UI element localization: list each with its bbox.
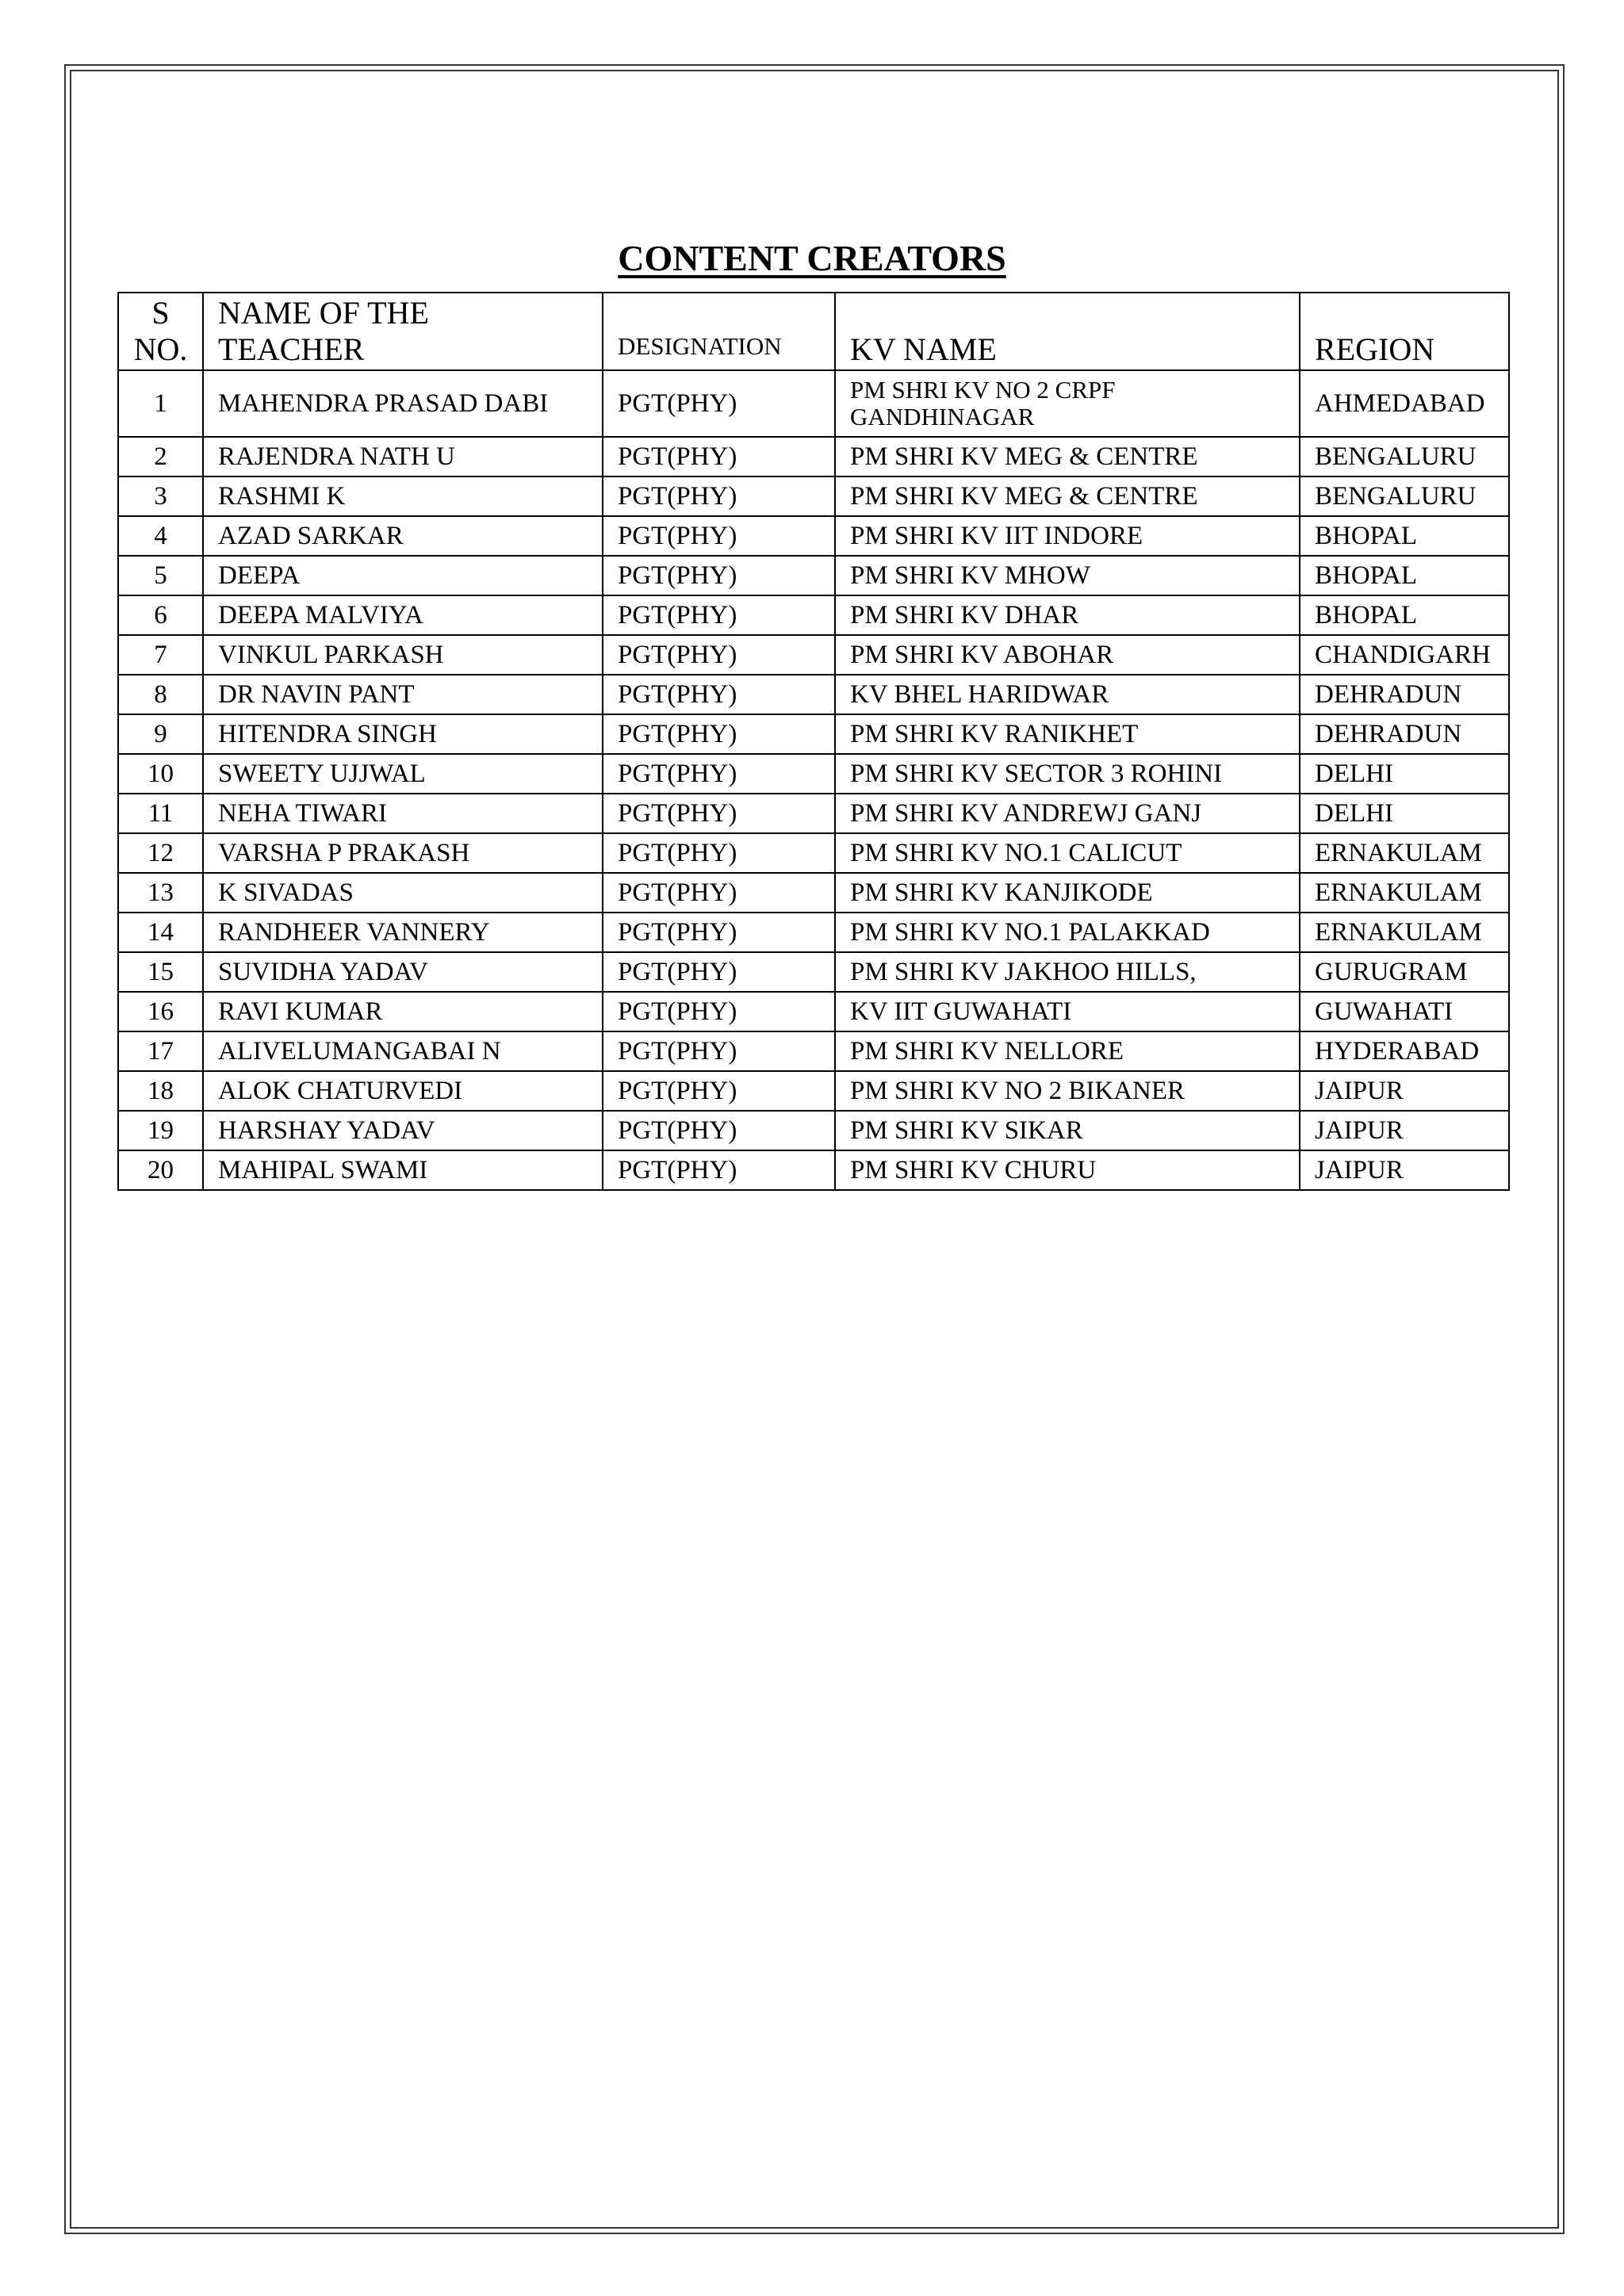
header-designation: DESIGNATION xyxy=(603,293,835,370)
cell-kv-name xyxy=(835,370,1300,437)
table-row xyxy=(118,635,1509,675)
cell-kv-name: PM SHRI KV NO.1 PALAKKAD xyxy=(835,913,1300,952)
cell-region: ERNAKULAM xyxy=(1300,913,1509,952)
cell-kv-name: PM SHRI KV MEG & CENTRE xyxy=(835,476,1300,516)
cell-kv-name: PM SHRI KV NO 2 BIKANER xyxy=(835,1071,1300,1111)
table-row xyxy=(118,754,1509,794)
header-sno xyxy=(118,293,203,370)
cell-kv-name: PM SHRI KV CHURU xyxy=(835,1150,1300,1190)
cell-name: ALOK CHATURVEDI xyxy=(203,1071,603,1111)
cell-region: ERNAKULAM xyxy=(1300,873,1509,913)
cell-kv-name: PM SHRI KV KANJIKODE xyxy=(835,873,1300,913)
cell-sno: 9 xyxy=(118,714,203,754)
cell-kv-name: PM SHRI KV ABOHAR xyxy=(835,635,1300,675)
cell-kv-name: KV IIT GUWAHATI xyxy=(835,992,1300,1031)
cell-sno: 12 xyxy=(118,833,203,873)
cell-kv-name-line2: GANDHINAGAR xyxy=(850,403,1035,430)
header-sno-line2: NO. xyxy=(133,331,188,367)
table-row xyxy=(118,1031,1509,1071)
cell-name: ALIVELUMANGABAI N xyxy=(203,1031,603,1071)
table-row xyxy=(118,1071,1509,1111)
cell-designation: PGT(PHY) xyxy=(603,794,835,833)
cell-name: HITENDRA SINGH xyxy=(203,714,603,754)
cell-designation: PGT(PHY) xyxy=(603,437,835,476)
cell-sno: 14 xyxy=(118,913,203,952)
cell-kv-name: PM SHRI KV IIT INDORE xyxy=(835,516,1300,556)
cell-name: DEEPA MALVIYA xyxy=(203,595,603,635)
table-row xyxy=(118,675,1509,714)
table-row xyxy=(118,516,1509,556)
cell-kv-name: PM SHRI KV SIKAR xyxy=(835,1111,1300,1150)
cell-region: BENGALURU xyxy=(1300,476,1509,516)
cell-region: JAIPUR xyxy=(1300,1111,1509,1150)
cell-region: ERNAKULAM xyxy=(1300,833,1509,873)
cell-name: NEHA TIWARI xyxy=(203,794,603,833)
header-sno-line1: S xyxy=(151,295,170,331)
cell-name: DR NAVIN PANT xyxy=(203,675,603,714)
cell-name: MAHENDRA PRASAD DABI xyxy=(203,370,603,437)
cell-sno: 18 xyxy=(118,1071,203,1111)
cell-kv-name: PM SHRI KV JAKHOO HILLS, xyxy=(835,952,1300,992)
cell-name: HARSHAY YADAV xyxy=(203,1111,603,1150)
cell-designation: PGT(PHY) xyxy=(603,556,835,595)
cell-designation: PGT(PHY) xyxy=(603,833,835,873)
cell-region: GURUGRAM xyxy=(1300,952,1509,992)
cell-sno: 19 xyxy=(118,1111,203,1150)
cell-region: DELHI xyxy=(1300,754,1509,794)
cell-region: BENGALURU xyxy=(1300,437,1509,476)
cell-sno: 7 xyxy=(118,635,203,675)
cell-region: DEHRADUN xyxy=(1300,714,1509,754)
table-header-row xyxy=(118,293,1509,370)
cell-name: AZAD SARKAR xyxy=(203,516,603,556)
cell-sno: 15 xyxy=(118,952,203,992)
cell-designation: PGT(PHY) xyxy=(603,370,835,437)
cell-name: K SIVADAS xyxy=(203,873,603,913)
table-row xyxy=(118,595,1509,635)
cell-name: SWEETY UJJWAL xyxy=(203,754,603,794)
cell-region: JAIPUR xyxy=(1300,1071,1509,1111)
table-row xyxy=(118,913,1509,952)
header-name-line2: TEACHER xyxy=(218,331,365,367)
cell-kv-name: PM SHRI KV MEG & CENTRE xyxy=(835,437,1300,476)
cell-designation: PGT(PHY) xyxy=(603,595,835,635)
page-title: CONTENT CREATORS xyxy=(618,238,1006,278)
cell-sno: 5 xyxy=(118,556,203,595)
cell-region: DELHI xyxy=(1300,794,1509,833)
cell-designation: PGT(PHY) xyxy=(603,1071,835,1111)
cell-kv-name: PM SHRI KV NO.1 CALICUT xyxy=(835,833,1300,873)
cell-designation: PGT(PHY) xyxy=(603,1031,835,1071)
cell-designation: PGT(PHY) xyxy=(603,675,835,714)
cell-designation: PGT(PHY) xyxy=(603,754,835,794)
cell-designation: PGT(PHY) xyxy=(603,1111,835,1150)
cell-kv-name: PM SHRI KV MHOW xyxy=(835,556,1300,595)
cell-designation: PGT(PHY) xyxy=(603,476,835,516)
table-row xyxy=(118,437,1509,476)
cell-name: RAJENDRA NATH U xyxy=(203,437,603,476)
cell-kv-name: PM SHRI KV ANDREWJ GANJ xyxy=(835,794,1300,833)
table-row xyxy=(118,1111,1509,1150)
header-name-line1: NAME OF THE xyxy=(218,295,429,331)
table-row xyxy=(118,476,1509,516)
cell-designation: PGT(PHY) xyxy=(603,635,835,675)
cell-name: DEEPA xyxy=(203,556,603,595)
cell-sno: 10 xyxy=(118,754,203,794)
table-row xyxy=(118,1150,1509,1190)
cell-sno: 1 xyxy=(118,370,203,437)
cell-sno: 4 xyxy=(118,516,203,556)
cell-sno: 11 xyxy=(118,794,203,833)
header-name xyxy=(203,293,603,370)
header-kv-name: KV NAME xyxy=(835,293,1300,370)
cell-region: DEHRADUN xyxy=(1300,675,1509,714)
table-row xyxy=(118,794,1509,833)
cell-name: RANDHEER VANNERY xyxy=(203,913,603,952)
cell-sno: 16 xyxy=(118,992,203,1031)
cell-sno: 17 xyxy=(118,1031,203,1071)
table-row xyxy=(118,714,1509,754)
cell-designation: PGT(PHY) xyxy=(603,913,835,952)
cell-region: JAIPUR xyxy=(1300,1150,1509,1190)
cell-kv-name: PM SHRI KV NELLORE xyxy=(835,1031,1300,1071)
cell-designation: PGT(PHY) xyxy=(603,992,835,1031)
cell-kv-name: KV BHEL HARIDWAR xyxy=(835,675,1300,714)
cell-region: CHANDIGARH xyxy=(1300,635,1509,675)
cell-kv-name-line1: PM SHRI KV NO 2 CRPF xyxy=(850,376,1116,404)
cell-name: RAVI KUMAR xyxy=(203,992,603,1031)
cell-designation: PGT(PHY) xyxy=(603,714,835,754)
cell-designation: PGT(PHY) xyxy=(603,1150,835,1190)
cell-kv-name: PM SHRI KV RANIKHET xyxy=(835,714,1300,754)
cell-region: BHOPAL xyxy=(1300,595,1509,635)
table-row xyxy=(118,873,1509,913)
table-row xyxy=(118,556,1509,595)
cell-region: BHOPAL xyxy=(1300,556,1509,595)
cell-name: VARSHA P PRAKASH xyxy=(203,833,603,873)
cell-sno: 8 xyxy=(118,675,203,714)
cell-designation: PGT(PHY) xyxy=(603,952,835,992)
table-row xyxy=(118,370,1509,437)
cell-sno: 6 xyxy=(118,595,203,635)
cell-region: BHOPAL xyxy=(1300,516,1509,556)
cell-name: RASHMI K xyxy=(203,476,603,516)
header-region: REGION xyxy=(1300,293,1509,370)
cell-sno: 13 xyxy=(118,873,203,913)
cell-designation: PGT(PHY) xyxy=(603,873,835,913)
cell-kv-name: PM SHRI KV SECTOR 3 ROHINI xyxy=(835,754,1300,794)
cell-sno: 2 xyxy=(118,437,203,476)
cell-designation: PGT(PHY) xyxy=(603,516,835,556)
cell-region: GUWAHATI xyxy=(1300,992,1509,1031)
table-row xyxy=(118,952,1509,992)
table-row xyxy=(118,833,1509,873)
cell-name: VINKUL PARKASH xyxy=(203,635,603,675)
cell-name: MAHIPAL SWAMI xyxy=(203,1150,603,1190)
cell-region: HYDERABAD xyxy=(1300,1031,1509,1071)
content-creators-table xyxy=(117,292,1510,1191)
cell-sno: 3 xyxy=(118,476,203,516)
cell-sno: 20 xyxy=(118,1150,203,1190)
table-row xyxy=(118,992,1509,1031)
cell-region: AHMEDABAD xyxy=(1300,370,1509,437)
cell-kv-name: PM SHRI KV DHAR xyxy=(835,595,1300,635)
cell-name: SUVIDHA YADAV xyxy=(203,952,603,992)
